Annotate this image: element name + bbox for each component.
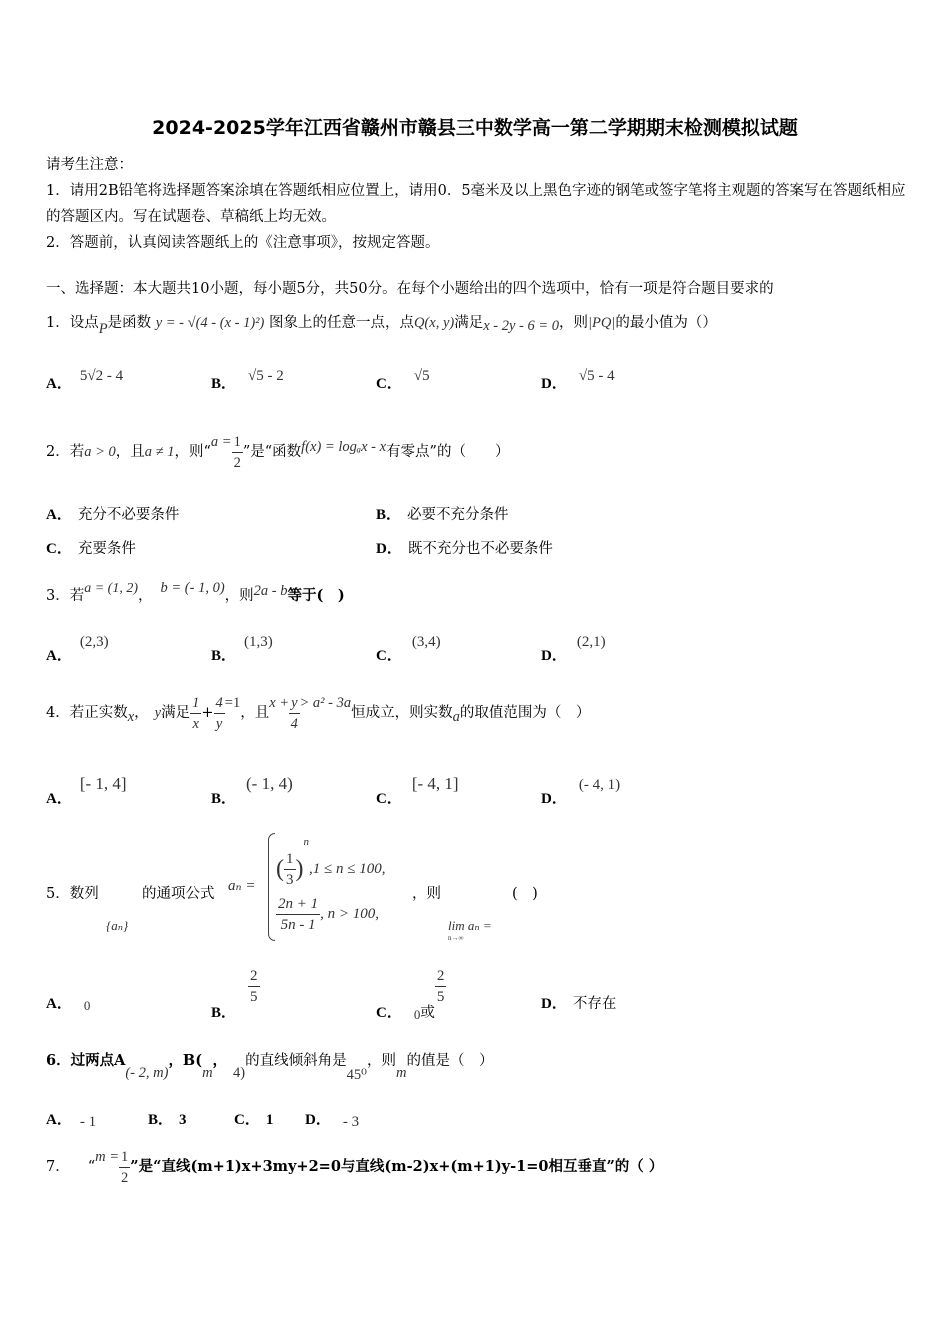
question-7 xyxy=(46,1142,663,1192)
option-value: (- 4, 1) xyxy=(578,777,621,793)
q6-m: m xyxy=(202,1065,213,1081)
q4-option-b[interactable] xyxy=(211,773,293,807)
notes-item-1: 1．请用2B铅笔将选择题答案涂填在答题纸相应位置上，请用0．5毫米及以上黑色字迹的钢笔或签字笔将主观题的答案写在答题纸相应的答题区内。写在试题卷、草稿纸上均无效。 xyxy=(46,183,906,225)
q2-text-3: ”是“函数 xyxy=(242,444,302,460)
q7-number: 7． xyxy=(46,1159,70,1175)
option-letter: D． xyxy=(541,791,567,807)
page-title: 2024-2025学年江西省赣州市赣县三中数学高一第二学期期末检测模拟试题 xyxy=(152,117,798,139)
frac-den: 4 xyxy=(290,715,298,732)
frac-den: 5 xyxy=(250,989,258,1005)
q6-four: 4) xyxy=(233,1065,246,1081)
q5-case1-exp: n xyxy=(303,836,309,848)
q4-var-y: y xyxy=(154,705,162,721)
q5-limit-sub: n→∞ xyxy=(448,934,464,942)
q1-text-2: 图象上的任意一点，点 xyxy=(268,315,414,331)
q4-number: 4．若正实数 xyxy=(46,705,128,721)
question-3 xyxy=(46,576,345,604)
q6-text-4: ，则 xyxy=(366,1053,396,1069)
frac-den: 5 xyxy=(436,989,445,1005)
frac-den: 2 xyxy=(121,1169,129,1186)
frac-num: y xyxy=(289,693,299,714)
frac-den: 3 xyxy=(286,872,294,889)
q4-option-d[interactable] xyxy=(541,773,621,807)
q4-option-a[interactable] xyxy=(46,773,127,807)
option-value: [- 1, 4] xyxy=(79,774,127,793)
q3-vector-a: a = (1, 2) xyxy=(84,581,139,596)
q3-text: ，则 xyxy=(224,588,254,604)
q1-text-4: ，则 xyxy=(559,315,589,331)
notes-heading: 请考生注意： xyxy=(46,157,133,173)
q1-function: y = - √(4 - (x - 1)²) xyxy=(155,315,265,331)
q1-point-p: P xyxy=(98,321,108,337)
q6-option-a[interactable] xyxy=(46,1108,96,1129)
q5-case1-cond: ,1 ≤ n ≤ 100, xyxy=(309,861,386,878)
q7-m-eq: m = xyxy=(95,1149,120,1165)
q2-option-d[interactable] xyxy=(376,537,553,558)
q2-option-c[interactable] xyxy=(46,537,136,558)
q6-m2: m xyxy=(395,1065,407,1081)
option-value: 5√2 - 4 xyxy=(79,368,124,384)
q1-option-a[interactable] xyxy=(46,364,124,392)
q3-sep: ， xyxy=(138,588,153,604)
option-letter: D． xyxy=(541,996,567,1012)
question-4: 4．若正实数x， y满足 $\frac{1}{x}$ + $\frac{4}{y}$ =1，且x + $\frac{y}{4}$ > a² - 3a恒成立，则实数a的取值范围为（ ） xyxy=(46,694,591,732)
q6-option-b[interactable] xyxy=(148,1108,187,1129)
q4-text-3: 恒成立，则实数 xyxy=(351,705,453,721)
q2-option-b[interactable] xyxy=(376,503,509,524)
option-letter: C． xyxy=(46,541,72,557)
q6-option-d[interactable] xyxy=(305,1108,359,1129)
q6-number: 6．过两点A xyxy=(46,1052,126,1069)
option-letter: A． xyxy=(46,376,72,392)
option-value: 0 xyxy=(83,998,91,1013)
q4-frac-1 xyxy=(190,693,201,734)
q6-option-c[interactable] xyxy=(234,1108,273,1129)
q4-sep: ， xyxy=(134,705,149,721)
q6-text-2: ， xyxy=(212,1052,228,1069)
question-2 xyxy=(46,424,509,480)
option-value: 既不充分也不必要条件 xyxy=(407,541,553,557)
q1-text-5: 的最小值为（） xyxy=(615,315,717,331)
frac-den: 5n - 1 xyxy=(280,917,316,933)
q3-option-d[interactable] xyxy=(541,630,606,664)
q3-expr: 2a - b xyxy=(253,583,288,599)
q5-sequence: {aₙ} xyxy=(106,918,129,933)
question-6 xyxy=(46,1049,494,1083)
option-value: (2,1) xyxy=(576,634,606,650)
q3-option-c[interactable] xyxy=(376,630,441,664)
q6-point-a: (- 2, m) xyxy=(125,1065,169,1081)
option-letter: C． xyxy=(376,791,402,807)
question-1 xyxy=(46,311,717,337)
q6-text: ，B( xyxy=(168,1052,203,1069)
q4-frac-3 xyxy=(289,693,299,734)
q5-brace xyxy=(268,833,275,941)
q4-eq: =1 xyxy=(224,695,241,711)
q5-case-1: ( $\frac{1}{3}$ )$^n$,1 ≤ n ≤ 100, xyxy=(276,836,386,889)
q5-case-2 xyxy=(276,894,379,935)
option-letter: A． xyxy=(46,507,72,523)
option-value: [- 4, 1] xyxy=(411,774,459,793)
exam-notes xyxy=(46,152,906,256)
option-letter: B． xyxy=(376,507,402,523)
frac-num: 2 xyxy=(248,966,260,987)
option-value: (1,3) xyxy=(244,634,273,650)
q4-lhs: x + xyxy=(269,695,290,711)
option-value: - 3 xyxy=(342,1114,360,1130)
q5-option-b[interactable] xyxy=(211,966,260,1021)
q2-text-2: ，则“ xyxy=(174,444,211,460)
frac-num: 2 xyxy=(435,966,447,987)
q2-a-eq: a = xyxy=(210,434,232,450)
q5-option-a[interactable] xyxy=(46,966,91,1013)
q1-text: 是函数 xyxy=(107,315,152,331)
notes-item-2: 2．答题前，认真阅读答题纸上的《注意事项》，按规定答题。 xyxy=(46,235,440,251)
option-value: 充要条件 xyxy=(77,541,136,557)
option-value: √5 - 4 xyxy=(578,368,615,384)
q2-fraction xyxy=(232,432,243,473)
q2-cond-2: a ≠ 1 xyxy=(144,444,175,460)
option-value: (3,4) xyxy=(411,634,441,650)
q5-text: 的通项公式 xyxy=(142,886,215,902)
q1-distance: |PQ| xyxy=(588,315,616,331)
q5-option-c[interactable] xyxy=(376,966,446,1022)
option-letter: B． xyxy=(211,648,237,664)
q1-option-c[interactable] xyxy=(376,364,430,392)
q1-point-q: Q(x, y) xyxy=(413,315,455,331)
q4-frac-2 xyxy=(214,693,225,734)
q4-var-a: a xyxy=(452,709,460,725)
q3-vector-b: b = (- 1, 0) xyxy=(160,580,225,596)
option-letter: A． xyxy=(46,648,72,664)
option-value: - 1 xyxy=(79,1114,97,1130)
q1-option-b[interactable] xyxy=(211,364,284,392)
q2-text: ，且 xyxy=(115,444,145,460)
option-letter: A． xyxy=(46,791,72,807)
q5-option-d[interactable] xyxy=(541,966,617,1012)
q5-number: 5．数列 xyxy=(46,886,99,902)
q2-number: 2．若 xyxy=(46,444,85,460)
option-value: 1 xyxy=(265,1112,274,1128)
option-letter: C． xyxy=(376,648,402,664)
option-value: √5 xyxy=(413,368,430,384)
q5-case1-frac xyxy=(284,849,296,890)
q5-an: aₙ = xyxy=(228,878,256,894)
q2-text-4: 有零点”的（ ） xyxy=(386,444,510,460)
frac-num: 1 xyxy=(284,849,296,870)
q4-option-c[interactable] xyxy=(376,773,459,807)
q5-case2-cond: , n > 100, xyxy=(320,906,379,922)
option-letter: B． xyxy=(211,1004,237,1021)
q2-function: f(x) = logₐx - x xyxy=(301,439,387,455)
frac-num: 1 xyxy=(232,432,243,453)
q3-option-b[interactable] xyxy=(211,630,273,664)
q7-quote: “ xyxy=(87,1159,96,1175)
option-letter: B． xyxy=(211,791,237,807)
option-value: 0 xyxy=(413,1006,421,1022)
q4-var-x: x xyxy=(127,709,135,725)
q4-text-4: 的取值范围为（ ） xyxy=(459,705,591,721)
q1-option-d[interactable] xyxy=(541,364,615,392)
q4-text-2: ，且 xyxy=(240,705,270,721)
option-value: √5 - 2 xyxy=(248,368,284,384)
q3-number: 3．若 xyxy=(46,588,85,604)
option-letter: B． xyxy=(211,376,237,392)
q3-text-2: 等于( ) xyxy=(287,587,345,604)
q6-text-5: 的值是（ ） xyxy=(406,1053,494,1069)
option-letter: C． xyxy=(234,1112,260,1128)
q3-option-a[interactable] xyxy=(46,630,109,664)
frac-den: 2 xyxy=(233,454,241,471)
q1-number: 1．设点 xyxy=(46,315,99,331)
option-value: 3 xyxy=(179,1112,187,1128)
frac-den: x xyxy=(192,715,199,732)
option-letter: D． xyxy=(376,541,402,557)
option-letter: C． xyxy=(376,376,402,392)
option-letter: D． xyxy=(541,376,567,392)
q6-text-3: 的直线倾斜角是 xyxy=(245,1053,347,1069)
frac-den: y xyxy=(215,715,223,732)
option-value: 必要不充分条件 xyxy=(407,507,509,523)
q5-case2-frac xyxy=(276,894,320,935)
option-value: (2,3) xyxy=(79,634,109,650)
option-letter: D． xyxy=(305,1112,331,1128)
q5-limit: lim aₙ = xyxy=(448,918,492,933)
q4-rhs: > a² - 3a xyxy=(299,695,352,711)
section-heading: 一、选择题：本大题共10小题，每小题5分，共50分。在每个小题给出的四个选项中，恰有一项是符合题目要求的 xyxy=(46,281,774,297)
q1-condition: x - 2y - 6 = 0 xyxy=(483,318,560,334)
option-value: 充分不必要条件 xyxy=(77,507,180,523)
option-frac xyxy=(248,966,260,1007)
option-letter: A． xyxy=(46,996,72,1012)
option-letter: B． xyxy=(148,1112,174,1128)
q2-option-a[interactable] xyxy=(46,503,179,524)
frac-num: 1 xyxy=(190,693,201,714)
q7-fraction xyxy=(119,1147,130,1188)
option-letter: C． xyxy=(376,1004,402,1021)
option-value: 不存在 xyxy=(572,996,617,1012)
frac-num: 2n + 1 xyxy=(276,894,320,915)
q5-paren: ( ) xyxy=(512,886,538,902)
option-letter: D． xyxy=(541,648,567,664)
q6-angle: 45⁰ xyxy=(346,1067,367,1083)
frac-num: 4 xyxy=(214,693,225,714)
option-frac xyxy=(435,966,447,1007)
q2-cond-1: a > 0 xyxy=(84,444,116,460)
frac-num: 1 xyxy=(119,1147,130,1168)
option-letter: A． xyxy=(46,1112,72,1128)
q4-text: 满足 xyxy=(161,705,191,721)
q1-text-3: 满足 xyxy=(454,315,484,331)
q5-text-2: ，则 xyxy=(412,886,441,902)
q7-text: ”是“直线(m+1)x+3my+2=0与直线(m-2)x+(m+1)y-1=0相互垂直”的（ ） xyxy=(130,1158,664,1175)
option-value: (- 1, 4) xyxy=(246,774,293,793)
option-or: 或 xyxy=(420,1004,435,1021)
